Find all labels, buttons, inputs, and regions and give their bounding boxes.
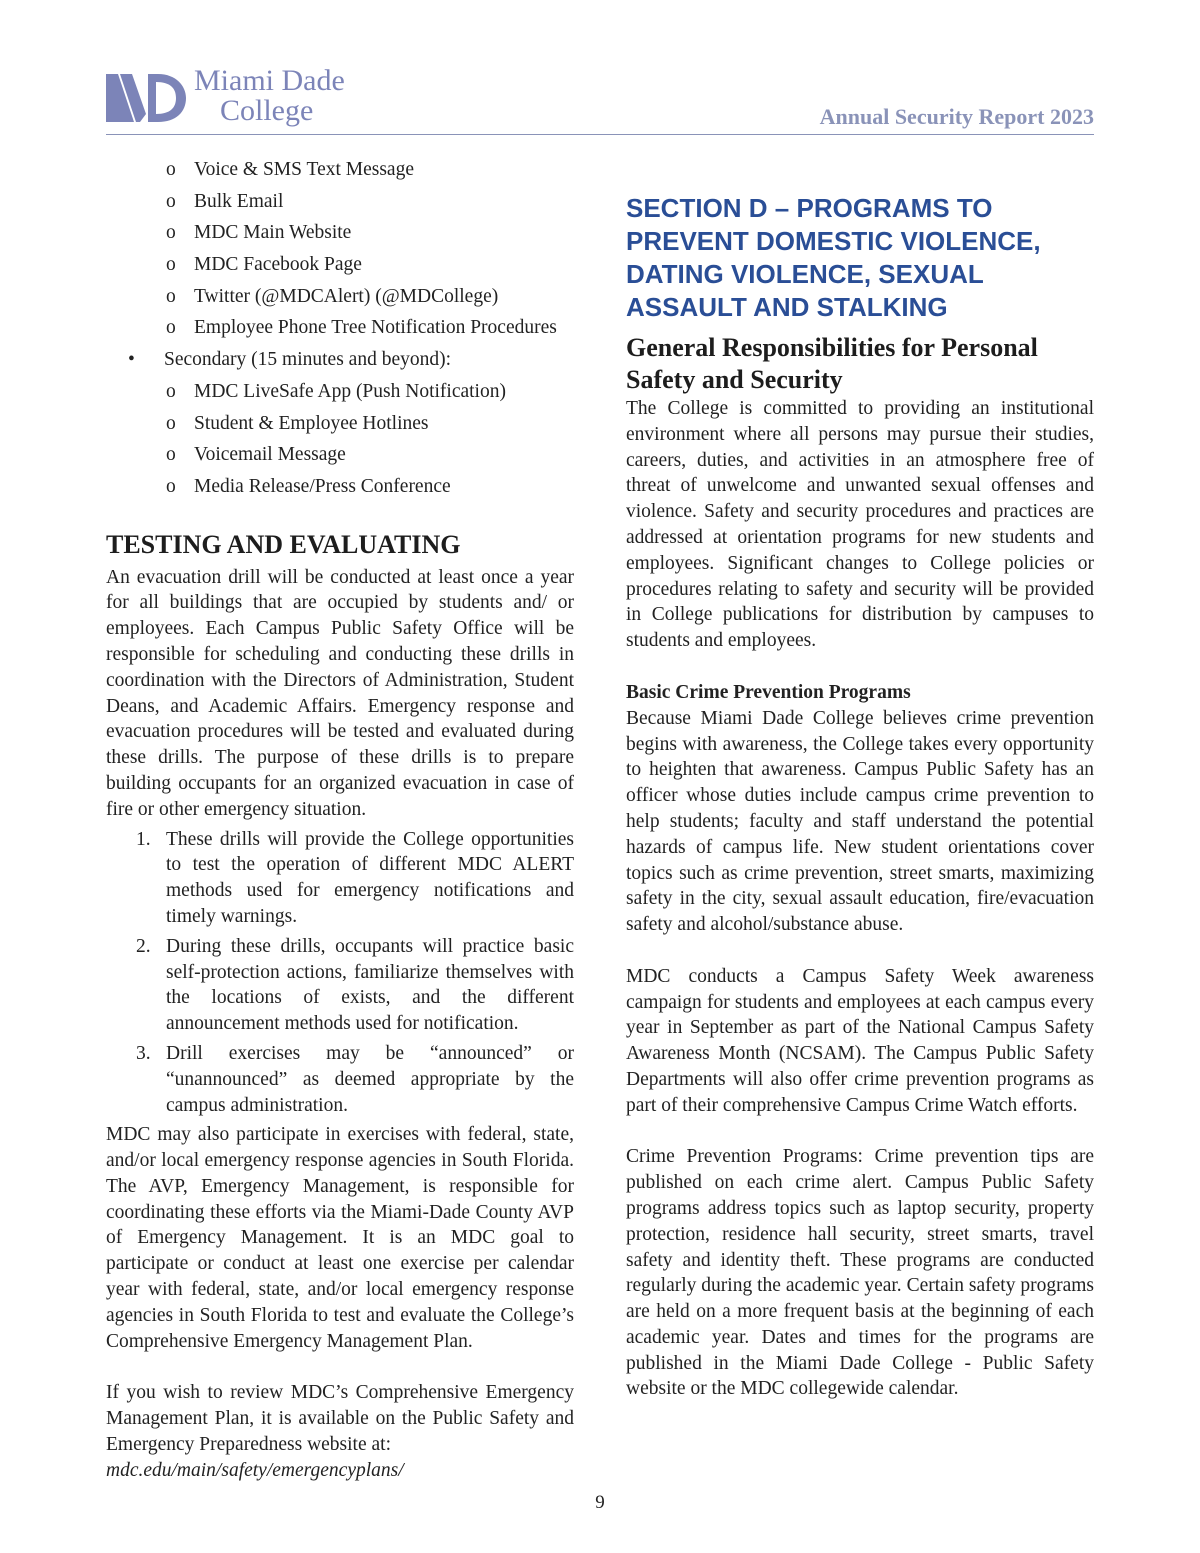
basic-paragraph: Because Miami Dade College believes crime prevention begins with awareness, the College takes every opportunity to heighten that awareness. Campus Public Safety has an officer whose duties include campus crime prevention to help students; faculty and staff understand the potential hazards of campus life. New student orientations cover topics such as crime prevention, street smarts, maximizing safety in the city, sexual assault education, fire/evacuation safety and alcohol/substance abuse. xyxy=(626,707,1094,936)
list-item: 2. During these drills, occupants will practice basic self-protection actions, familiarize themselves with the locations of exists, and the different announcement methods used for notification. xyxy=(136,935,574,1035)
secondary-label: • Secondary (15 minutes and beyond): xyxy=(128,349,452,371)
testing-paragraph: An evacuation drill will be conducted at least once a year for all buildings that are occupied by students and/ or employees. Each Campus Public Safety Office will be responsible for scheduling and conducting these drills in coordination with the Directors of Administration, Student Deans, and Academic Affairs. Emergency response and evacuation procedures will be tested and evaluated during these drills. The purpose of these drills is to prepare building occupants for an organized evacuation in case of fire or other emergency situation. xyxy=(106,566,574,820)
list-item: o MDC Facebook Page xyxy=(166,254,362,276)
list-item: 1. These drills will provide the College opportunities to test the operation of different MDC ALERT methods used for emergency notifications and timely warnings. xyxy=(136,828,574,927)
review-paragraph: If you wish to review MDC’s Comprehensive Emergency Management Plan, it is available on the Public Safety and Emergency Preparedness website at: xyxy=(106,1382,574,1455)
right-column xyxy=(626,192,1094,1402)
list-item: o Twitter (@MDCAlert) (@MDCollege) xyxy=(166,285,499,307)
exercise-paragraph: MDC may also participate in exercises with federal, state, and/or local emergency response agencies in South Florida. The AVP, Emergency Management, is responsible for coordinating these efforts via the Miami-Dade County AVP of Emergency Management. It is an MDC goal to participate or conduct at least one exercise per calendar year with federal, state, and/or local emergency response agencies in South Florida to test and evaluate the College’s Comprehensive Emergency Management Plan. xyxy=(106,1124,574,1352)
logo-line-1: Miami Dade xyxy=(194,64,345,97)
section-heading: SECTION D – PROGRAMS TO PREVENT DOMESTIC VIOLENCE, DATING VIOLENCE, SEXUAL ASSAULT AND STALKING xyxy=(626,193,1041,322)
list-item: o Student & Employee Hotlines xyxy=(166,412,429,434)
list-item: o Voicemail Message xyxy=(166,444,346,466)
general-heading: General Responsibilities for Personal Safety and Security xyxy=(626,333,1038,394)
page-number: 9 xyxy=(595,1492,605,1513)
logo-line-2: College xyxy=(220,94,314,127)
list-item: o MDC LiveSafe App (Push Notification) xyxy=(166,380,506,402)
emergency-plan-link[interactable]: mdc.edu/main/safety/emergencyplans/ xyxy=(106,1459,404,1481)
general-paragraph: The College is committed to providing an institutional environment where all persons may pursue their studies, careers, duties, and activities in an atmosphere free of threat of unwelcome and unwanted sexual offenses and violence. Safety and security procedures and practices are addressed at orientation programs for new students and employees. Significant changes to College policies or procedures relating to safety and security will be provided in College publications for distribution by campuses to students and employees. xyxy=(626,398,1094,652)
safety-week-paragraph: MDC conducts a Campus Safety Week awareness campaign for students and employees at each campus every year in September as part of the National Campus Safety Awareness Month (NCSAM). The Campus Public Safety Departments will also offer crime prevention programs as part of their comprehensive Campus Crime Watch efforts. xyxy=(626,965,1094,1116)
header-divider xyxy=(106,134,1094,135)
list-item: 3. Drill exercises may be “announced” or “unannounced” as deemed appropriate by the campus administration. xyxy=(136,1042,574,1116)
list-item: o Voice & SMS Text Message xyxy=(166,159,414,180)
left-column xyxy=(106,154,574,1483)
page-header xyxy=(106,62,1094,138)
report-title: Annual Security Report 2023 xyxy=(819,104,1094,129)
programs-paragraph: Crime Prevention Programs: Crime prevention tips are published on each crime alert. Campus Public Safety programs address topics such as laptop security, property protection, residence hall security, street smarts, travel safety and identity theft. These programs are conducted regularly during the academic year. Certain safety programs are held on a more frequent basis at the beginning of each academic year. Dates and times for the programs are published in the Miami Dade College - Public Safety website or the MDC collegewide calendar. xyxy=(626,1146,1094,1400)
list-item: o Bulk Email xyxy=(166,190,284,212)
list-item: o MDC Main Website xyxy=(166,222,352,244)
mdc-logo-icon xyxy=(106,70,186,126)
testing-heading: TESTING AND EVALUATING xyxy=(106,529,461,559)
drill-list xyxy=(106,827,574,1119)
list-item: o Media Release/Press Conference xyxy=(166,475,451,497)
list-item: o Employee Phone Tree Notification Procedures xyxy=(166,317,557,339)
logo-wordmark xyxy=(194,66,345,126)
primary-notification-list xyxy=(106,154,574,503)
basic-heading: Basic Crime Prevention Programs xyxy=(626,681,911,703)
